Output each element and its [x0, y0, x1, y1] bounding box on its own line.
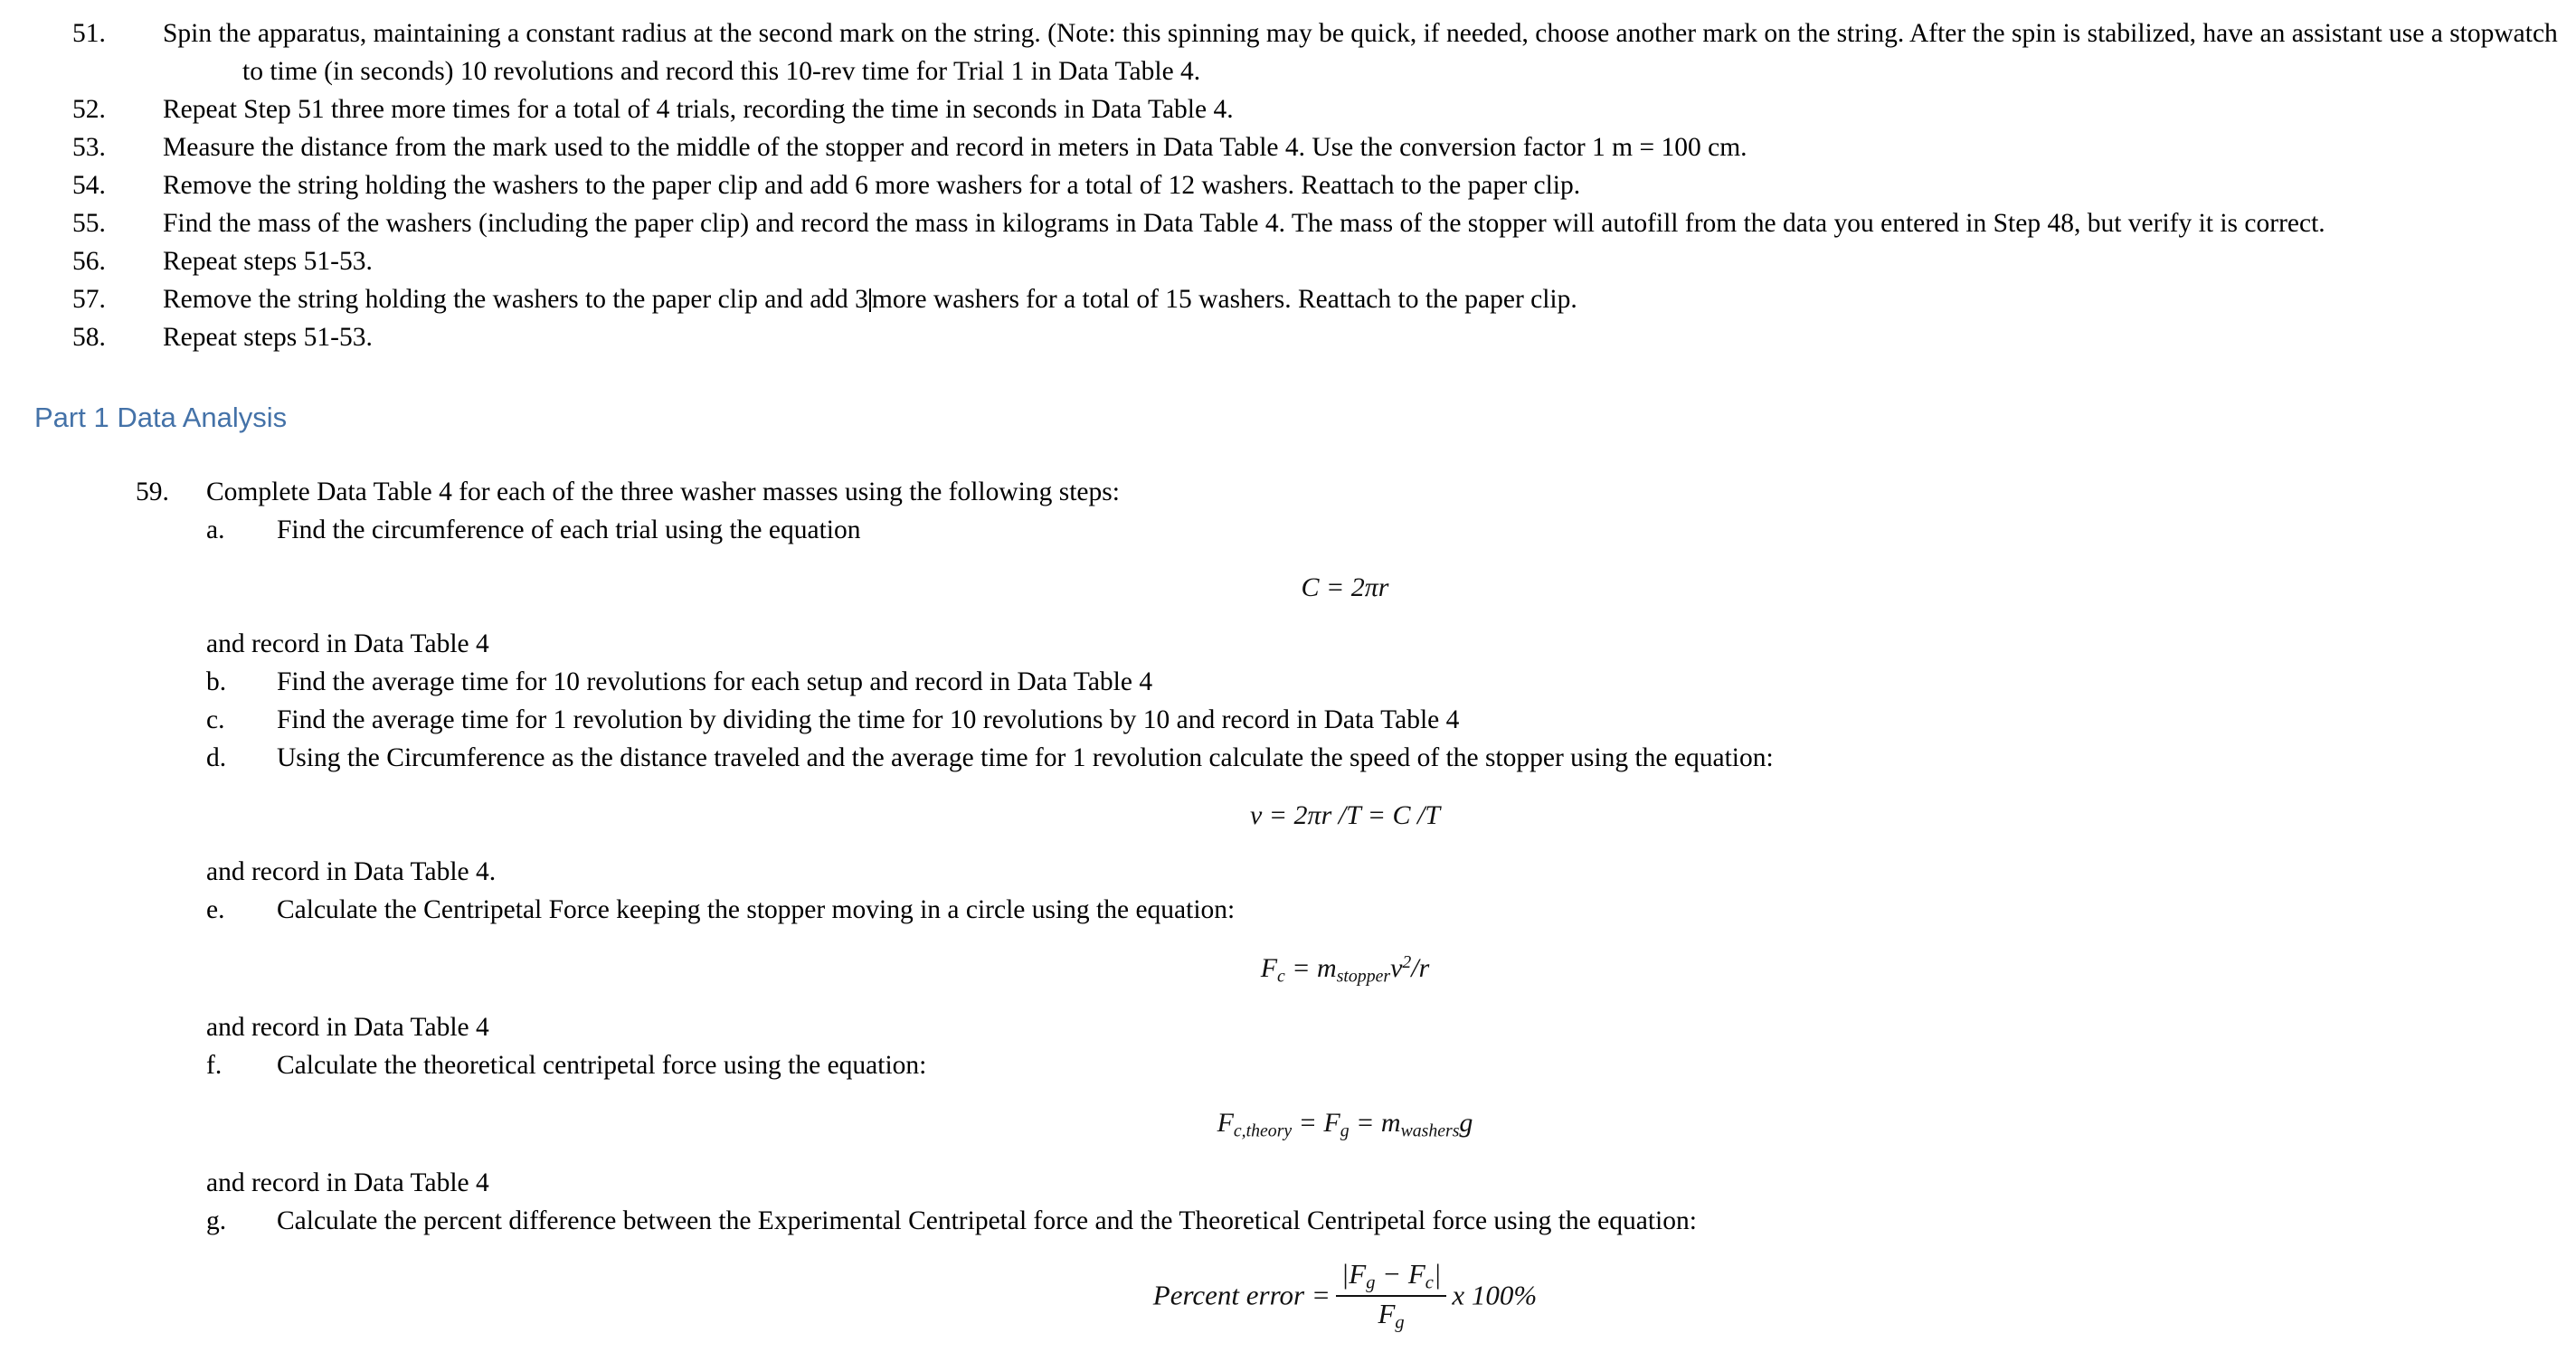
step-number: 57.: [72, 285, 106, 314]
step-text: Repeat steps 51-53.: [163, 323, 373, 352]
step-number: 55.: [72, 209, 106, 238]
equation-fg-base: F: [1378, 1298, 1396, 1330]
text-cursor-caret: [869, 288, 871, 312]
equation-operator: =: [1268, 800, 1288, 830]
substep-item-e: [206, 891, 2576, 929]
step-number: 54.: [72, 171, 106, 200]
equation-percent-error: [136, 1240, 2576, 1352]
substep-e-after-text: and record in Data Table 4: [206, 1013, 489, 1043]
equation-rhs: 2πr: [1350, 572, 1389, 602]
equation-fctheory-base: F: [1217, 1108, 1234, 1139]
equation-fg-subscript: g: [1340, 1120, 1350, 1141]
equation-operator-2: =: [1356, 1108, 1375, 1139]
equation-minus-operator: −: [1382, 1257, 1402, 1290]
step-number: 53.: [72, 133, 106, 162]
substep-item-g: [206, 1202, 2576, 1240]
substep-text: Calculate the theoretical centripetal force using the equation:: [277, 1051, 927, 1081]
step-item-57[interactable]: [36, 280, 2576, 318]
equation-theoretical-force: [136, 1084, 2576, 1164]
substep-letter: c.: [206, 705, 225, 734]
step-text: Repeat steps 51-53.: [163, 247, 373, 276]
substep-letter: g.: [206, 1205, 227, 1235]
substep-letter: e.: [206, 895, 225, 924]
equation-fctheory-subscript: c,theory: [1233, 1120, 1293, 1141]
analysis-steps-block: [0, 435, 2576, 1352]
abs-close-bar: |: [1433, 1257, 1442, 1290]
section-heading-part-1-data-analysis: Part 1 Data Analysis: [34, 402, 288, 433]
equation-operator-1: =: [1298, 1108, 1317, 1139]
equation-times-operator: x: [1452, 1279, 1465, 1311]
equation-g: g: [1459, 1108, 1473, 1139]
equation-fc-subscript: c: [1277, 966, 1285, 987]
substep-item-a: [206, 511, 2576, 549]
substep-item-f: [206, 1046, 2576, 1084]
equation-fg-subscript: g: [1366, 1272, 1376, 1293]
equation-percent-error-label: Percent error: [1152, 1279, 1305, 1311]
step-number: 51.: [72, 19, 106, 48]
equation-operator-2: =: [1367, 800, 1386, 830]
equation-fraction-numerator: [1336, 1258, 1447, 1297]
substep-d-after-text: and record in Data Table 4.: [206, 857, 497, 886]
equation-rhs-2: C /T: [1392, 800, 1441, 830]
step-item-55: [36, 204, 2576, 242]
step-text: Remove the string holding the washers to the paper clip and add 6 more washers for a total of 12 washers. Reattach to the paper clip.: [163, 171, 1581, 200]
equation-fg-base: F: [1349, 1257, 1367, 1290]
step-item-53: [36, 128, 2576, 166]
equation-fraction: [1336, 1258, 1447, 1334]
substep-text: Calculate the percent difference between the Experimental Centripetal force and the Theoretical Centripetal force using the equation:: [277, 1205, 1697, 1235]
step-number: 52.: [72, 95, 106, 124]
step-item-56: [36, 242, 2576, 280]
equation-lhs: v: [1249, 800, 1263, 830]
step-text: Spin the apparatus, maintaining a constant radius at the second mark on the string. (Note: this spinning may be quick, if needed, choose another mark on the string. After the spin is stabilized, have an assistant use a stopwatch to time (in seconds) 10 revolutions and record this 10-rev time for Trial 1 in Data Table 4.: [163, 19, 2558, 86]
equation-operator: =: [1292, 952, 1311, 983]
equation-percent-value: 100%: [1471, 1279, 1538, 1311]
substep-text: Using the Circumference as the distance traveled and the average time for 1 revolution calculate the speed of the stopper using the equation:: [277, 743, 1774, 772]
step-number: 59.: [136, 477, 169, 506]
equation-v-exponent: 2: [1402, 952, 1412, 972]
equation-centripetal-force: [136, 929, 2576, 1008]
step-text: Complete Data Table 4 for each of the three washer masses using the following steps:: [206, 477, 1120, 506]
substep-letter: a.: [206, 515, 225, 544]
equation-fg-subscript: g: [1395, 1312, 1405, 1333]
equation-speed: [136, 777, 2576, 853]
equation-v: v: [1390, 952, 1403, 983]
steps-list: [0, 0, 2576, 356]
equation-fc-subscript: c: [1425, 1272, 1434, 1293]
step-item-52: [36, 90, 2576, 128]
substep-text: Find the average time for 1 revolution by dividing the time for 10 revolutions by 10 and record in Data Table 4: [277, 705, 1460, 734]
abs-open-bar: |: [1340, 1257, 1350, 1290]
step-number: 58.: [72, 323, 106, 352]
equation-operator: =: [1326, 572, 1345, 602]
equation-operator: =: [1311, 1279, 1331, 1311]
substep-letter: f.: [206, 1051, 223, 1081]
step-item-54: [36, 166, 2576, 204]
substep-text: Calculate the Centripetal Force keeping the stopper moving in a circle using the equation:: [277, 895, 1236, 924]
step-text-before-caret: Remove the string holding the washers to the paper clip and add 3: [163, 285, 868, 314]
step-text-after-caret: more washers for a total of 15 washers. Reattach to the paper clip.: [871, 285, 1577, 314]
equation-rhs-1: 2πr /T: [1293, 800, 1361, 830]
equation-circumference: [136, 549, 2576, 625]
substep-text: Find the circumference of each trial using the equation: [277, 515, 861, 544]
equation-m-base: m: [1317, 952, 1337, 983]
step-item-58: [36, 318, 2576, 356]
equation-lhs: C: [1301, 572, 1320, 602]
substep-f-after-text: and record in Data Table 4: [206, 1168, 489, 1197]
step-item-59: [136, 473, 2576, 511]
step-number: 56.: [72, 247, 106, 276]
substep-a-after-text: and record in Data Table 4: [206, 629, 489, 658]
equation-tail: /r: [1411, 952, 1430, 983]
substep-item-b: [206, 663, 2576, 701]
substep-text: Find the average time for 10 revolutions for each setup and record in Data Table 4: [277, 667, 1153, 696]
step-text: Measure the distance from the mark used to the middle of the stopper and record in meters in Data Table 4. Use the conversion factor 1 m = 100 cm.: [163, 133, 1747, 162]
substep-item-d: [206, 739, 2576, 777]
step-text: Repeat Step 51 three more times for a total of 4 trials, recording the time in seconds in Data Table 4.: [163, 95, 1234, 124]
step-item-51: [36, 14, 2576, 90]
equation-fc-base: F: [1260, 952, 1278, 983]
equation-fraction-denominator: [1336, 1297, 1447, 1334]
equation-m-subscript: washers: [1400, 1120, 1460, 1141]
substep-letter: b.: [206, 667, 227, 696]
equation-fg-base: F: [1323, 1108, 1340, 1139]
substep-item-c: [206, 701, 2576, 739]
substep-letter: d.: [206, 743, 227, 772]
equation-m-subscript: stopper: [1336, 966, 1391, 987]
equation-m-base: m: [1380, 1108, 1401, 1139]
equation-fc-base: F: [1407, 1257, 1425, 1290]
step-text: Find the mass of the washers (including the paper clip) and record the mass in kilograms in Data Table 4. The mass of the stopper will autofill from the data you entered in Step 48, but verify it is correct.: [163, 209, 2325, 238]
